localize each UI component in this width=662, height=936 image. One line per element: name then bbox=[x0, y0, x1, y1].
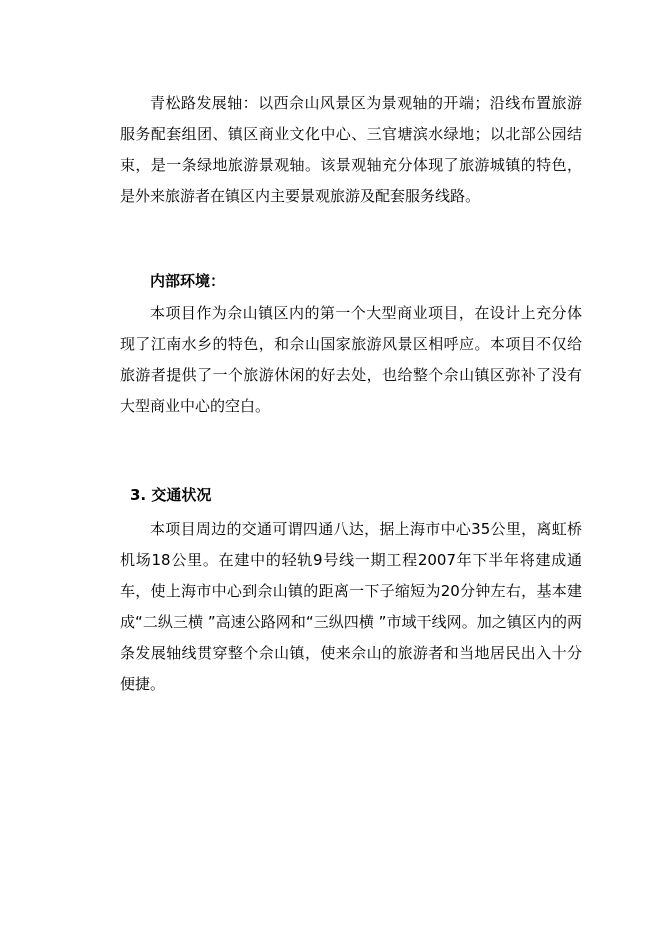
heading-traffic-conditions: 3. 交通状况 bbox=[130, 486, 212, 504]
paragraph-internal-environment: 本项目作为佘山镇区内的第一个大型商业项目，在设计上充分体现了江南水乡的特色，和佘山国家旅游风景区相呼应。本项目不仅给旅游者提供了一个旅游休闲的好去处，也给整个佘山镇区弥补了没有大型商业中心的空白。 bbox=[120, 304, 582, 415]
paragraph-qingsong-road-axis: 青松路发展轴：以西佘山风景区为景观轴的开端；沿线布置旅游服务配套组团、镇区商业文化中心、三官塘滨水绿地；以北部公园结束，是一条绿地旅游景观轴。该景观轴充分体现了旅游城镇的特色，是外来旅游者在镇区内主要景观旅游及配套服务线路。 bbox=[120, 94, 582, 205]
paragraph-traffic-conditions: 本项目周边的交通可谓四通八达，据上海市中心35公里，离虹桥机场18公里。在建中的轻轨9号线一期工程2007年下半年将建成通车，使上海市中心到佘山镇的距离一下子缩短为20分钟左右，基本建成“二纵三横 ”高速公路网和“三纵四横 ”市域干线网。加之镇区内的两条发展轴线贯穿整个佘山镇，使来佘山的旅游者和当地居民出入十分便捷。 bbox=[120, 520, 582, 693]
heading-internal-environment: 内部环境： bbox=[150, 272, 226, 290]
